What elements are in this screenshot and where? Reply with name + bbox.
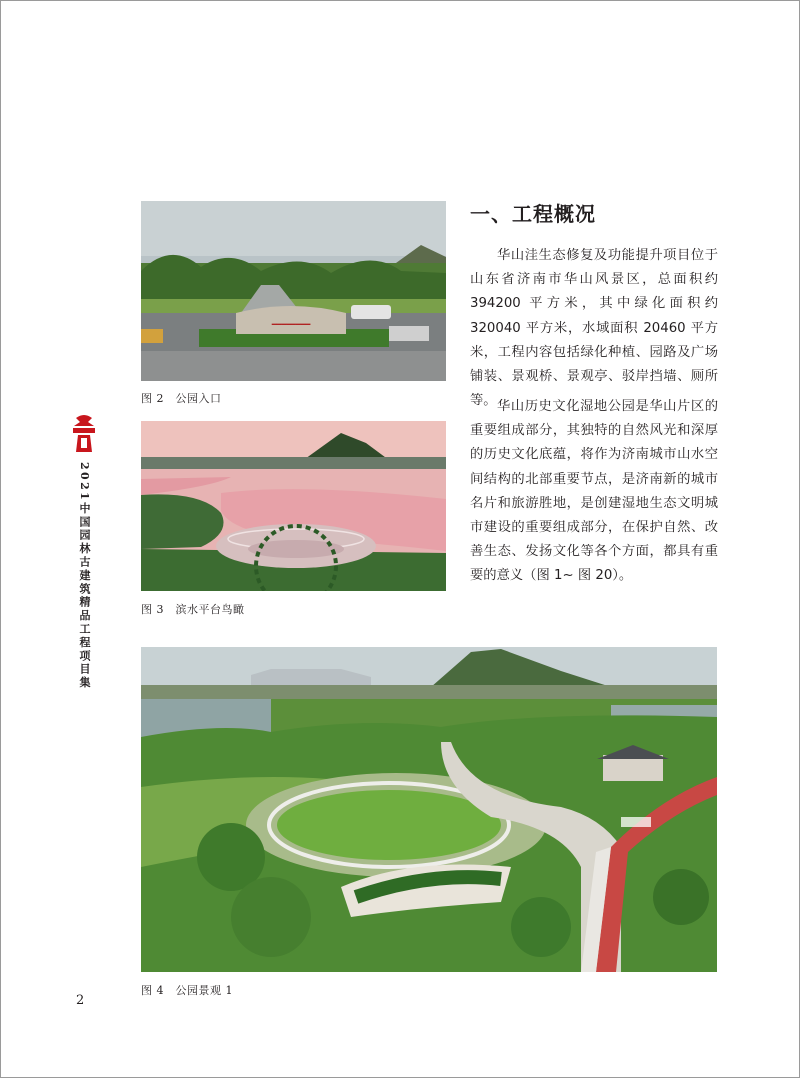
figure-4-photo <box>141 647 717 972</box>
series-title: 2021中国园林古建筑精品工程项目集 <box>78 462 91 690</box>
section-heading: 一、工程概况 <box>470 202 596 226</box>
svg-text:━━━━━━━━: ━━━━━━━━ <box>271 320 311 329</box>
paragraph-project-overview: 华山洼生态修复及功能提升项目位于山东省济南市华山风景区，总面积约394200 平方米，其中绿化面积约 320040 平方米，水域面积 20460 平方米，工程内容包括绿化种植、园路及广场铺装、景观桥、景观亭、驳岸挡墙、厕所等。 <box>470 248 718 409</box>
page-number: 2 <box>76 993 85 1008</box>
seal-logo-icon <box>70 412 98 456</box>
figure-2-caption: 图 2 公园入口 <box>141 392 222 405</box>
figure-2-photo <box>141 201 446 381</box>
paragraph-wetland-park: 华山历史文化湿地公园是华山片区的重要组成部分，其独特的自然风光和深厚的历史文化底蕴，将作为济南城市山水空间结构的北部重要节点，是济南新的城市名片和旅游胜地，是创建湿地生态文明城市建设的重要组成部分，在保护自然、改善生态、发扬文化等各个方面，都具有重要的意义（图 1~ 图 20）。 <box>470 399 718 584</box>
figure-4-caption: 图 4 公园景观 1 <box>141 984 233 997</box>
figure-3-caption: 图 3 滨水平台鸟瞰 <box>141 603 245 616</box>
figure-3-photo <box>141 421 446 591</box>
